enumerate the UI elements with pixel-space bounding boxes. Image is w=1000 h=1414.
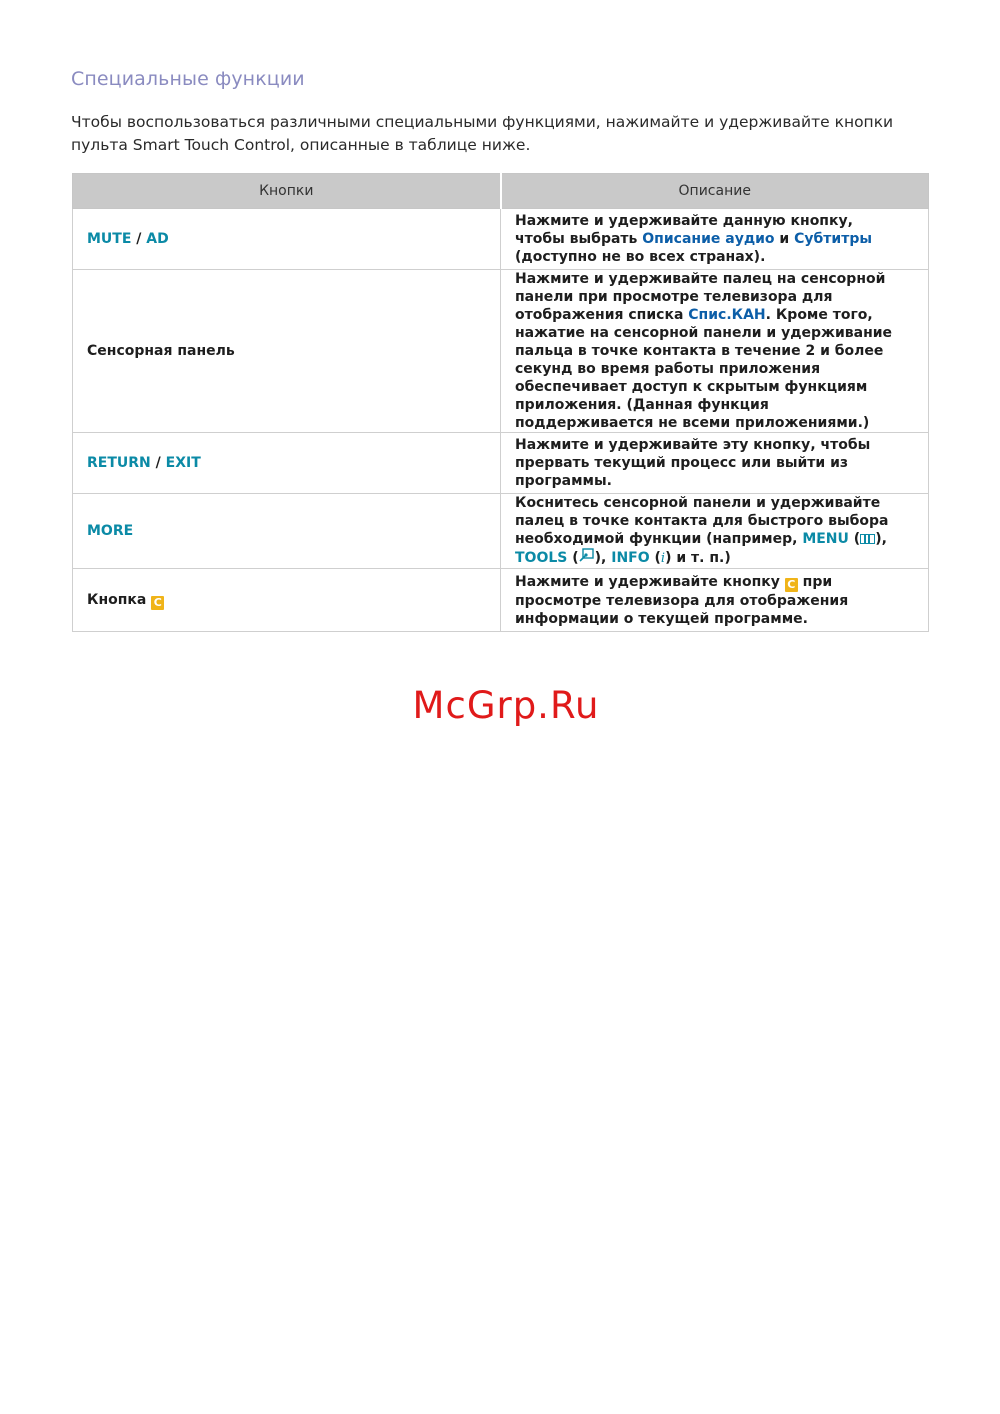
channel-list-link[interactable]: Спис.КАН <box>688 307 766 323</box>
desc-text: (доступно не во всех странах). <box>515 249 766 265</box>
desc-text: при просмотре телевизора для отображения информации о текущей программе. <box>515 573 849 627</box>
tools-icon <box>579 548 595 568</box>
description-cell <box>501 494 929 569</box>
more-key: MORE <box>87 523 134 539</box>
table-row <box>73 433 929 494</box>
info-icon: i <box>660 551 666 566</box>
button-cell <box>73 209 501 270</box>
button-cell <box>73 569 501 632</box>
paren: ( <box>848 531 861 547</box>
description-cell <box>501 569 929 632</box>
subtitles-link[interactable]: Субтитры <box>794 231 873 247</box>
audio-description-link[interactable]: Описание аудио <box>642 231 775 247</box>
button-cell <box>73 494 501 569</box>
return-key: RETURN <box>87 455 151 471</box>
desc-text: Коснитесь сенсорной панели и удерживайте палец в точке контакта для быстрого выбора необходимой функции (например, <box>515 495 889 547</box>
c-button-label: Кнопка <box>87 591 147 608</box>
key-separator: / <box>150 455 166 471</box>
description-cell <box>501 433 929 494</box>
table-row <box>73 494 929 569</box>
table-header-row <box>73 174 929 209</box>
section-title: Специальные функции <box>71 68 305 90</box>
table-row <box>73 270 929 433</box>
ad-key: AD <box>146 231 169 247</box>
paren: ( <box>567 550 579 566</box>
mute-key: MUTE <box>87 231 132 247</box>
desc-text: . Кроме того, нажатие на сенсорной панели и удерживание пальца в точке контакта в течение 2 и более секунд во время работы приложения обеспечивает доступ к скрытым функциям приложения. (Данная функция поддерживается не всеми приложениями.) <box>515 307 893 431</box>
tools-key: TOOLS <box>515 550 568 566</box>
desc-text: Нажмите и удерживайте эту кнопку, чтобы прервать текущий процесс или выйти из программы. <box>515 437 871 489</box>
table-row <box>73 209 929 270</box>
button-cell <box>73 270 501 433</box>
desc-text: Нажмите и удерживайте кнопку <box>515 573 785 590</box>
description-cell <box>501 209 929 270</box>
info-key: INFO <box>611 550 650 566</box>
key-separator: / <box>131 231 147 247</box>
touchpad-label: Сенсорная панель <box>87 343 235 359</box>
menu-icon <box>860 534 875 544</box>
desc-text: и т. п.) <box>671 550 731 566</box>
desc-text: и <box>774 231 795 247</box>
paren: ( <box>649 550 661 566</box>
paren: ) <box>665 550 672 566</box>
c-key-icon: C <box>151 596 164 610</box>
button-cell <box>73 433 501 494</box>
header-buttons: Кнопки <box>73 174 501 209</box>
exit-key: EXIT <box>165 455 201 471</box>
paren: ), <box>594 550 612 566</box>
paren: ), <box>875 531 887 547</box>
description-cell <box>501 270 929 433</box>
special-functions-table <box>72 173 929 632</box>
c-key-icon: C <box>785 578 798 592</box>
menu-key: MENU <box>802 531 849 547</box>
table-row <box>73 569 929 632</box>
header-description: Описание <box>501 174 929 209</box>
desc-text: Нажмите и удерживайте данную кнопку, чтобы выбрать <box>515 213 853 247</box>
intro-paragraph: Чтобы воспользоваться различными специальными функциями, нажимайте и удерживайте кнопки пульта Smart Touch Control, описанные в таблице ниже. <box>71 113 894 154</box>
desc-text: Нажмите и удерживайте палец на сенсорной панели при просмотре телевизора для отображения списка <box>515 271 886 323</box>
watermark: McGrp.Ru <box>412 684 600 727</box>
